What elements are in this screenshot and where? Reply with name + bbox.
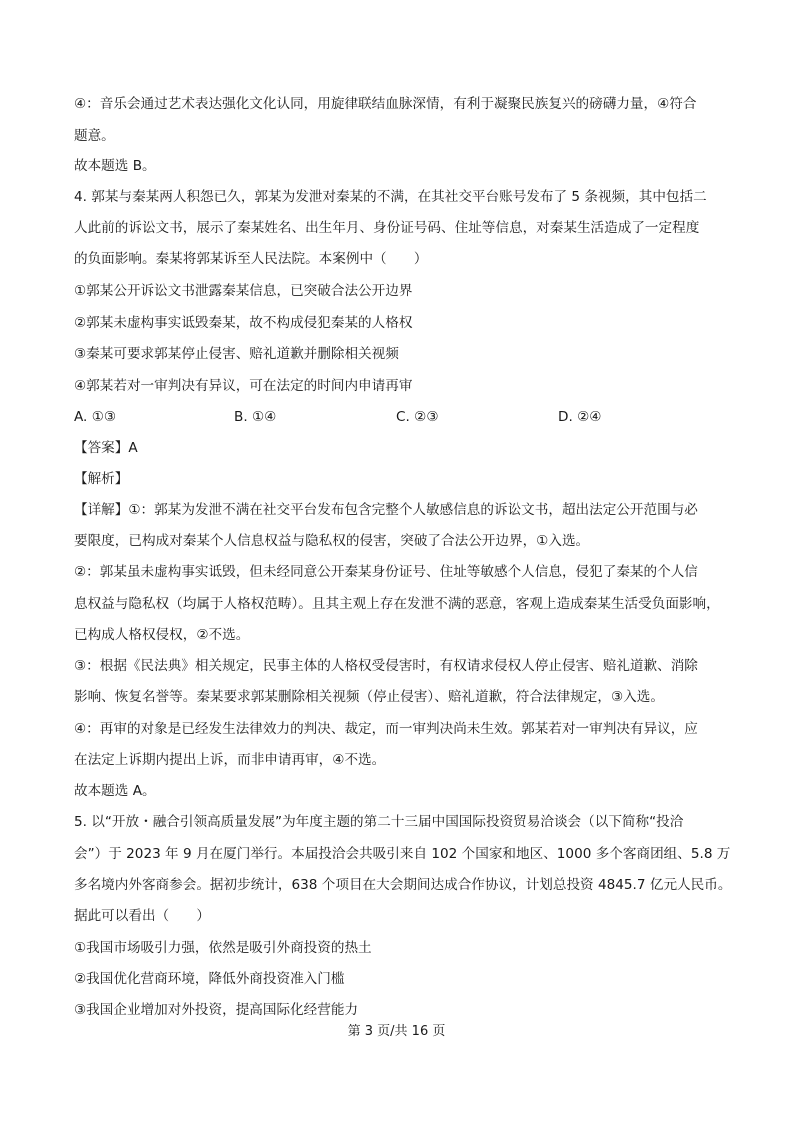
question-4-stem: 人此前的诉讼文书，展示了秦某姓名、出生年月、身份证号码、住址等信息，对秦某生活造成了一定程度 bbox=[74, 220, 700, 236]
analysis-text: 【详解】①：郭某为发泄不满在社交平台发布包含完整个人敏感信息的诉讼文书，超出法定公开范围与必 bbox=[74, 502, 698, 518]
statement-item: ②我国优化营商环境，降低外商投资准入门槛 bbox=[74, 971, 345, 987]
answer-conclusion: 故本题选 A。 bbox=[74, 783, 156, 799]
analysis-label: 【解析】 bbox=[74, 471, 129, 487]
analysis-text: ④：再审的对象是已经发生法律效力的判决、裁定，而一审判决尚未生效。郭某若对一审判决有异议，应 bbox=[74, 721, 698, 737]
statement-item: ④郭某若对一审判决有异议，可在法定的时间内申请再审 bbox=[74, 378, 413, 394]
analysis-text: 在法定上诉期内提出上诉，而非申请再审，④不选。 bbox=[74, 752, 386, 768]
statement-item: ①郭某公开诉讼文书泄露秦某信息，已突破合法公开边界 bbox=[74, 283, 413, 299]
statement-item: ①我国市场吸引力强，依然是吸引外商投资的热土 bbox=[74, 940, 372, 956]
question-4-stem: 4. 郭某与秦某两人积怨已久，郭某为发泄对秦某的不满，在其社交平台账号发布了 5 条视频，其中包括二 bbox=[74, 189, 707, 205]
analysis-text: ②：郭某虽未虚构事实诋毁，但未经同意公开秦某身份证号、住址等敏感个人信息，侵犯了秦某的个人信 bbox=[74, 564, 698, 580]
analysis-text: 息权益与隐私权（均属于人格权范畴）。且其主观上存在发泄不满的恶意，客观上造成秦某生活受负面影响， bbox=[74, 596, 720, 612]
question-5-stem: 多名境内外客商参会。据初步统计，638 个项目在大会期间达成合作协议，计划总投资 4845.7 亿元人民币。 bbox=[74, 877, 732, 893]
question-5-stem: 5. 以“开放・融合引领高质量发展”为年度主题的第二十三届中国国际投资贸易洽谈会（以下简称“投洽 bbox=[74, 814, 684, 830]
option-d: D. ②④ bbox=[558, 409, 602, 425]
text-line: 故本题选 B。 bbox=[74, 158, 156, 174]
answer-label: 【答案】A bbox=[74, 440, 138, 456]
option-c: C. ②③ bbox=[396, 409, 439, 425]
text-line: ④：音乐会通过艺术表达强化文化认同，用旋律联结血脉深情，有利于凝聚民族复兴的磅礴力量，④符合 bbox=[74, 96, 697, 112]
statement-item: ②郭某未虚构事实诋毁秦某，故不构成侵犯秦某的人格权 bbox=[74, 315, 413, 331]
analysis-text: ③：根据《民法典》相关规定，民事主体的人格权受侵害时，有权请求侵权人停止侵害、赔礼道歉、消除 bbox=[74, 658, 698, 674]
option-a: A. ①③ bbox=[74, 409, 117, 425]
analysis-text: 已构成人格权侵权，②不选。 bbox=[74, 627, 250, 643]
analysis-text: 要限度，已构成对秦某个人信息权益与隐私权的侵害，突破了合法公开边界，①入选。 bbox=[74, 533, 590, 549]
question-5-stem: 会”）于 2023 年 9 月在厦门举行。本届投洽会共吸引来自 102 个国家和地区、1000 多个客商团组、5.8 万 bbox=[74, 846, 731, 862]
statement-item: ③我国企业增加对外投资，提高国际化经营能力 bbox=[74, 1002, 359, 1018]
answer-options bbox=[74, 408, 734, 426]
option-b: B. ①④ bbox=[234, 409, 277, 425]
text-line: 题意。 bbox=[74, 128, 115, 144]
analysis-text: 影响、恢复名誉等。秦某要求郭某删除相关视频（停止侵害）、赔礼道歉，符合法律规定，③入选。 bbox=[74, 689, 664, 705]
page-footer: 第 3 页/共 16 页 bbox=[347, 1024, 446, 1039]
question-4-stem: 的负面影响。秦某将郭某诉至人民法院。本案例中（ ） bbox=[74, 251, 428, 267]
statement-item: ③秦某可要求郭某停止侵害、赔礼道歉并删除相关视频 bbox=[74, 346, 399, 362]
question-5-stem: 据此可以看出（ ） bbox=[74, 908, 210, 924]
